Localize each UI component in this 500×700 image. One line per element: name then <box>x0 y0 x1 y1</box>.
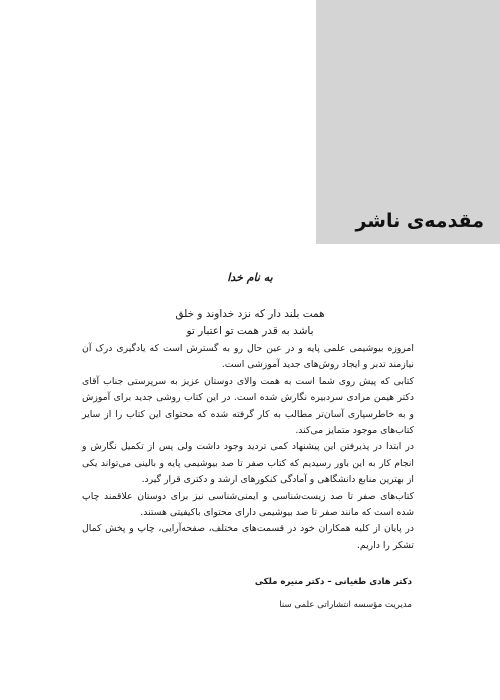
paragraph-5: در پایان از کلیه همکاران خود در قسمت‌های مختلف، صفحه‌آرایی، چاپ و پخش کمال تشکر را داریم. <box>82 523 414 551</box>
paragraph-2: کتابی که پیش روی شما است به همت والای دوستان عزیز به سرپرستی جناب آقای دکتر هیمن مرادی سردبیره نگارش شده است. در این کتاب روشی جدید برای آموزش و به خاطرسپاری آسان‌تر مطالب به کار گرفته شده که محتوای این کتاب را از سایر کتاب‌های موجود متمایز می‌کند. <box>82 375 414 437</box>
basmala: به نام خدا <box>227 271 273 284</box>
poem <box>0 306 500 340</box>
poem-line-1: همت بلند دار که نزد خداوند و خلق <box>175 308 325 320</box>
publisher-org: مدیریت مؤسسه انتشاراتی علمی سنا <box>279 600 412 610</box>
paragraph-1: امروزه بیوشیمی علمی پایه و در عین حال رو به گسترش است که یادگیری درک آن نیازمند تدبر و ایجاد روش‌های جدید آموزشی است. <box>82 343 414 371</box>
poem-line-2: باشد به قدر همت تو اعتبار تو <box>186 325 314 337</box>
paragraph-4: کتاب‌های صفر تا صد زیست‌شناسی و ایمنی‌شناسی نیز برای دوستان علاقمند چاپ شده است که مانند صفر تا صد بیوشیمی دارای محتوای باکیفیتی هستند. <box>82 490 414 519</box>
paragraph-3: در ابتدا در پذیرفتن این پیشنهاد کمی تردید وجود داشت ولی پس از تکمیل نگارش و انجام کار به این باور رسیدیم که کتاب صفر تا صد بیوشیمی پایه و بالینی می‌تواند یکی از بهترین منابع دانشگاهی و آمادگی کنکورهای ارشد و دکتری قرار گیرد. <box>82 441 414 486</box>
signature: دکتر هادی طغیانی – دکتر منیره ملکی <box>254 577 412 587</box>
preface-body <box>82 341 414 554</box>
page-title: مقدمه‌ی ناشر <box>355 210 484 232</box>
title-band <box>316 0 500 244</box>
